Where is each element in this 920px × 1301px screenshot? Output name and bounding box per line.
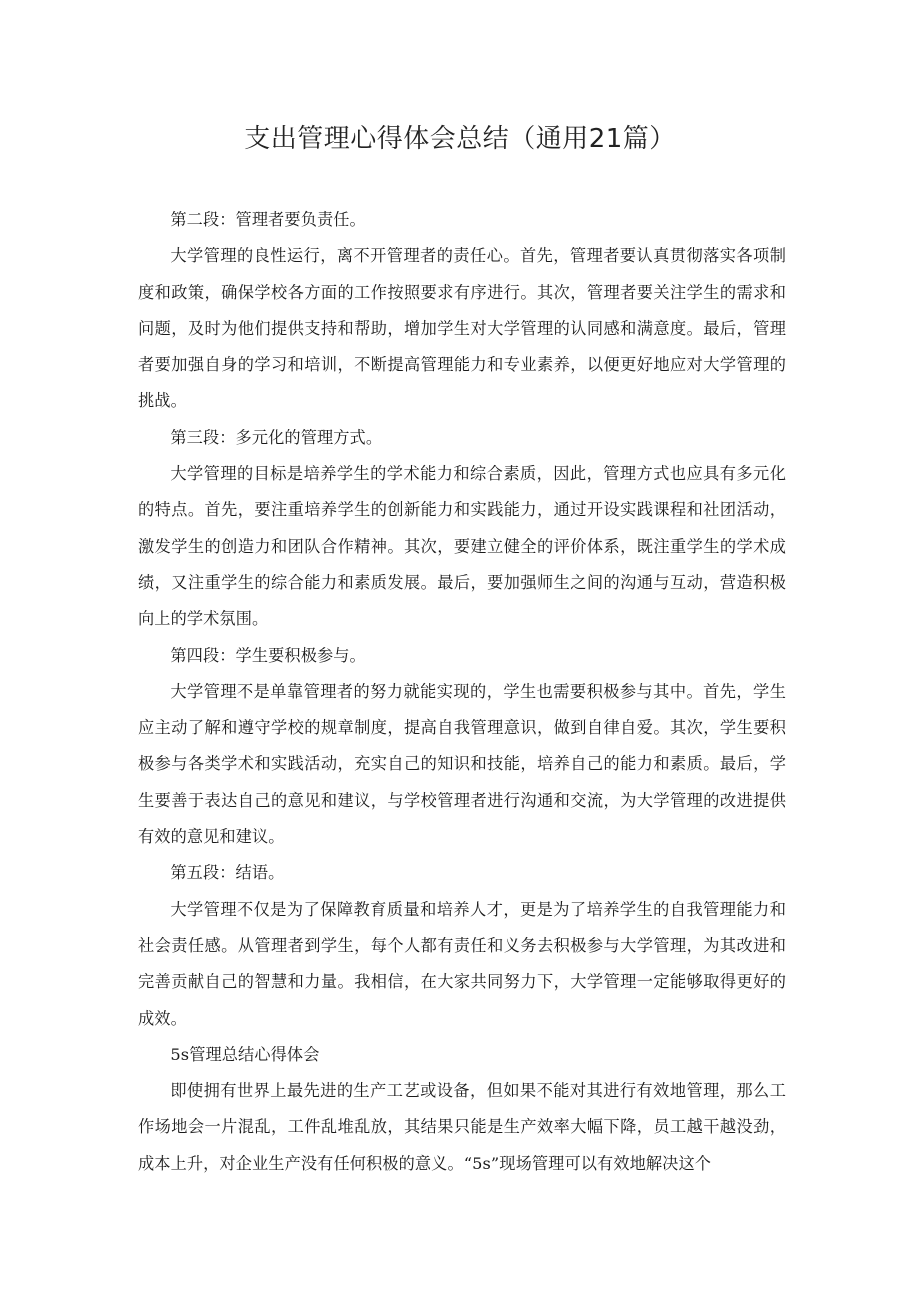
section-heading-5: 第五段：结语。 <box>170 863 285 883</box>
section-heading-4: 第四段：学生要积极参与。 <box>170 645 366 665</box>
section-heading-5s: 5s管理总结心得体会 <box>170 1044 320 1064</box>
paragraph-responsibility: 大学管理的良性运行，离不开管理者的责任心。首先，管理者要认真贯彻落实各项制度和政策，确保学校各方面的工作按照要求有序进行。其次，管理者要关注学生的需求和问题，及时为他们提供支持和帮助，增加学生对大学管理的认同感和满意度。最后，管理者要加强自身的学习和培训，不断提高管理能力和专业素养，以便更好地应对大学管理的挑战。 <box>138 246 786 411</box>
section-heading-2: 第二段：管理者要负责任。 <box>170 210 366 229</box>
document-title: 支出管理心得体会总结（通用21篇） <box>244 124 676 154</box>
paragraph-5s-intro: 即使拥有世界上最先进的生产工艺或设备，但如果不能对其进行有效地管理，那么工作场地会一片混乱，工件乱堆乱放，其结果只能是生产效率大幅下降，员工越干越没劲，成本上升，对企业生产没有任何积极的意义。“5s”现场管理可以有效地解决这个 <box>138 1081 786 1173</box>
section-heading-3: 第三段：多元化的管理方式。 <box>170 427 383 447</box>
paragraph-student-participation: 大学管理不是单靠管理者的努力就能实现的，学生也需要积极参与其中。首先，学生应主动了解和遵守学校的规章制度，提高自我管理意识，做到自律自爱。其次，学生要积极参与各类学术和实践活动，充实自己的知识和技能，培养自己的能力和素质。最后，学生要善于表达自己的意见和建议，与学校管理者进行沟通和交流，为大学管理的改进提供有效的意见和建议。 <box>138 681 786 847</box>
document-body <box>138 202 786 1182</box>
paragraph-conclusion: 大学管理不仅是为了保障教育质量和培养人才，更是为了培养学生的自我管理能力和社会责任感。从管理者到学生，每个人都有责任和义务去积极参与大学管理，为其改进和完善贡献自己的智慧和力量。我相信，在大家共同努力下，大学管理一定能够取得更好的成效。 <box>138 899 786 1028</box>
paragraph-diversified-management: 大学管理的目标是培养学生的学术能力和综合素质，因此，管理方式也应具有多元化的特点。首先，要注重培养学生的创新能力和实践能力，通过开设实践课程和社团活动，激发学生的创造力和团队合作精神。其次，要建立健全的评价体系，既注重学生的学术成绩，又注重学生的综合能力和素质发展。最后，要加强师生之间的沟通与互动，营造积极向上的学术氛围。 <box>138 464 786 629</box>
